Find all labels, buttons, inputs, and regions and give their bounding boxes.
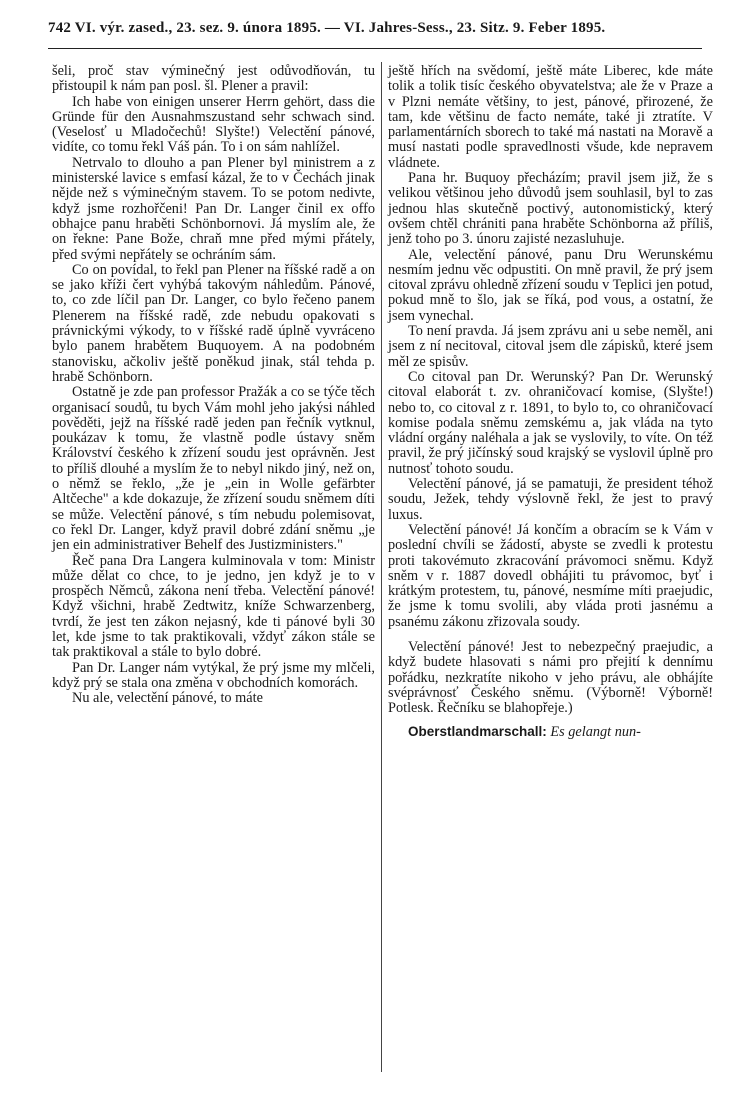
paragraph: Řeč pana Dra Langera kulminovala v tom: Ministr může dělat co chce, to je jedno, jen když je to v prospěch Němců, zákona není třeba. Velectění pánové! Když všichni, hrabě Zedtwitz, kníže Schwarzenberg, tvrdí, že jest ten zákon nejasný, kde ti pánové byli 30 let, kde jsme to tak praktikovali, vždyť zákon stále se tak praktikoval a stále to bylo dobré. [52, 552, 375, 661]
paragraph: Co citoval pan Dr. Werunský? Pan Dr. Werunský citoval elaborát t. zv. ohraničovací komise, (Slyšte!) nebo to, co citoval z r. 1891, to bylo to, co ohraničovací komise podala sněmu zemskému a, jak vláda na tyto vládní orgány naléhala a jak se vyslovily, to víte. On též pravil, že prý jičínský soud krajský se vyslovil úplně pro nutnosť tohoto soudu. [388, 368, 713, 477]
closing-text: Es gelangt nun- [550, 724, 641, 741]
page-header: 742 VI. výr. zased., 23. sez. 9. února 1895. — VI. Jahres-Sess., 23. Sitz. 9. Feber 1895. [48, 20, 606, 36]
paragraph: To není pravda. Já jsem zprávu ani u sebe neměl, ani jsem z ní necitoval, citoval jsem dle zápisků, které jsem měl ze spisův. [388, 323, 713, 370]
paragraph: Ich habe von einigen unserer Herrn gehört, dass die Gründe für den Ausnahmszustand sehr schwach sind. (Veselosť u Mladočechů! Slyšte!) Velectění pánové, vidíte, co tomu řekl Váš pán. To i on sám nahlížel. [52, 93, 375, 156]
paragraph: Nu ale, velectění pánové, to máte [72, 690, 263, 707]
speaker-name: Oberstlandmarschall: [408, 724, 547, 740]
paragraph: Co on povídal, to řekl pan Plener na říšské radě a on se jako kříži čert vyhýbá takovým náhledům. Pánové, to, co zde líčil pan Dr. Langer, co bylo řečeno panem Plenerem na říšské radě, zde nebudu opakovati s právnickými výkody, to v říšské radě úplně vyvráceno bylo panem hrabětem Buquoyem. A na podobném stanovisku, ačkoliv ještě poněkud jinak, stál tehda p. hrabě Schönborn. [52, 261, 375, 385]
paragraph: Velectění pánové! Já končím a obracím se k Vám v poslední chvíli se žádostí, abyste se zvedli k protestu proti takovémuto zkracování právomoci sněmu. Když sněm v r. 1887 dovedl obhájiti tu právomoc, byť i krátkým protestem, tu, pánové, nesmíme míti praejudic, že jsme k tomu svolili, aby vláda proti jasnému a psanému zákonu zřizovala soudy. [388, 521, 713, 630]
paragraph: Ale, velectění pánové, panu Dru Werunskému nesmím jednu věc odpustiti. On mně pravil, že prý jsem citoval zprávu ohledně zřízení soudu v Teplici jen potud, pokud mně to šlo, jak se říká, pod vous, a ostatní, že jsem vynechal. [388, 246, 713, 324]
paragraph: Pana hr. Buquoy přecházím; pravil jsem již, že s velikou většinou jeho důvodů jsem souhlasil, byl to zas jednou hlas skutečně poctivý, autonomistický, který ovšem chtěl chrániti pana hraběte Schönborna až příliš, jenž toho po 3. únoru zajisté nezasluhuje. [388, 170, 713, 248]
paragraph: Velectění pánové! Jest to nebezpečný praejudic, a když budete hlasovati s námi pro přejití k dennímu pořádku, nezkratíte nikoho v jeho právu, ale obhájíte svéprávnosť Českého sněmu. (Výborně! Výborně! Potlesk. Řečníku se blahopřeje.) [388, 638, 713, 717]
paragraph: ještě hřích na svědomí, ještě máte Liberec, kde máte tolik a tolik tisíc českého obyvatelstva; ale že v Praze a v Plzni nemáte většiny, to jest, pánové, přirozené, že tam, kde většinu de facto nemáte, také ji ztratíte. V parlamentárních sborech to také má nastati na Moravě a musí nastati podle spravedlnosti všude, kde nepravem vládnete. [388, 63, 713, 171]
paragraph: Ostatně je zde pan professor Pražák a co se týče těch organisací soudů, tu bych Vám mohl jeho jakýsi náhled pověděti, jejž na říšské radě jeden pan řečník vytknul, poukázav k tomu, že vlastně podle ústavy sněm Království českého k zřízení soudu jest oprávněn. Jest to příliš dlouhé a myslím že to nebyl nikdo jiný, než on, o němž se řeklo, „že je „ein in Wolle gefärbter Altčeche" a kde dokazuje, že zřízení soudu sněmem díti se může. Velectění pánové, s tím nebudu polemisovat, co řekl Dr. Langer, když pravil dobré zdání sněmu „je jen ein administrativer Behelf des Justizministers." [52, 384, 375, 554]
header-rule [48, 48, 702, 49]
left-column [52, 64, 375, 706]
paragraph: Velectění pánové, já se pamatuji, že president téhož soudu, Ježek, tehdy výslovně řekl, že jest to pravý luxus. [388, 476, 713, 523]
column-divider [381, 62, 382, 1072]
paragraph: šeli, proč stav výminečný jest odůvodňován, tu přistoupil k nám pan posl. šl. Plener a pravil: [52, 63, 375, 95]
closing-line [388, 724, 713, 740]
paragraph: Netrvalo to dlouho a pan Plener byl ministrem a z ministerské lavice s emfasí kázal, že to v Čechách jinak nějde než s výminečným stavem. To se potom nedivte, když jsme rozhořčeni! Pan Dr. Langer činil ex offo obhajce panu hraběti Schönbornovi. Já myslím ale, že on řekne: Pane Bože, chraň mne před mými přátely, před svými nepřátely se ochráním sám. [52, 154, 375, 263]
right-column [388, 64, 713, 741]
paragraph: Pan Dr. Langer nám vytýkal, že prý jsme my mlčeli, když prý se stala ona změna v obchodních komorách. [52, 659, 375, 691]
